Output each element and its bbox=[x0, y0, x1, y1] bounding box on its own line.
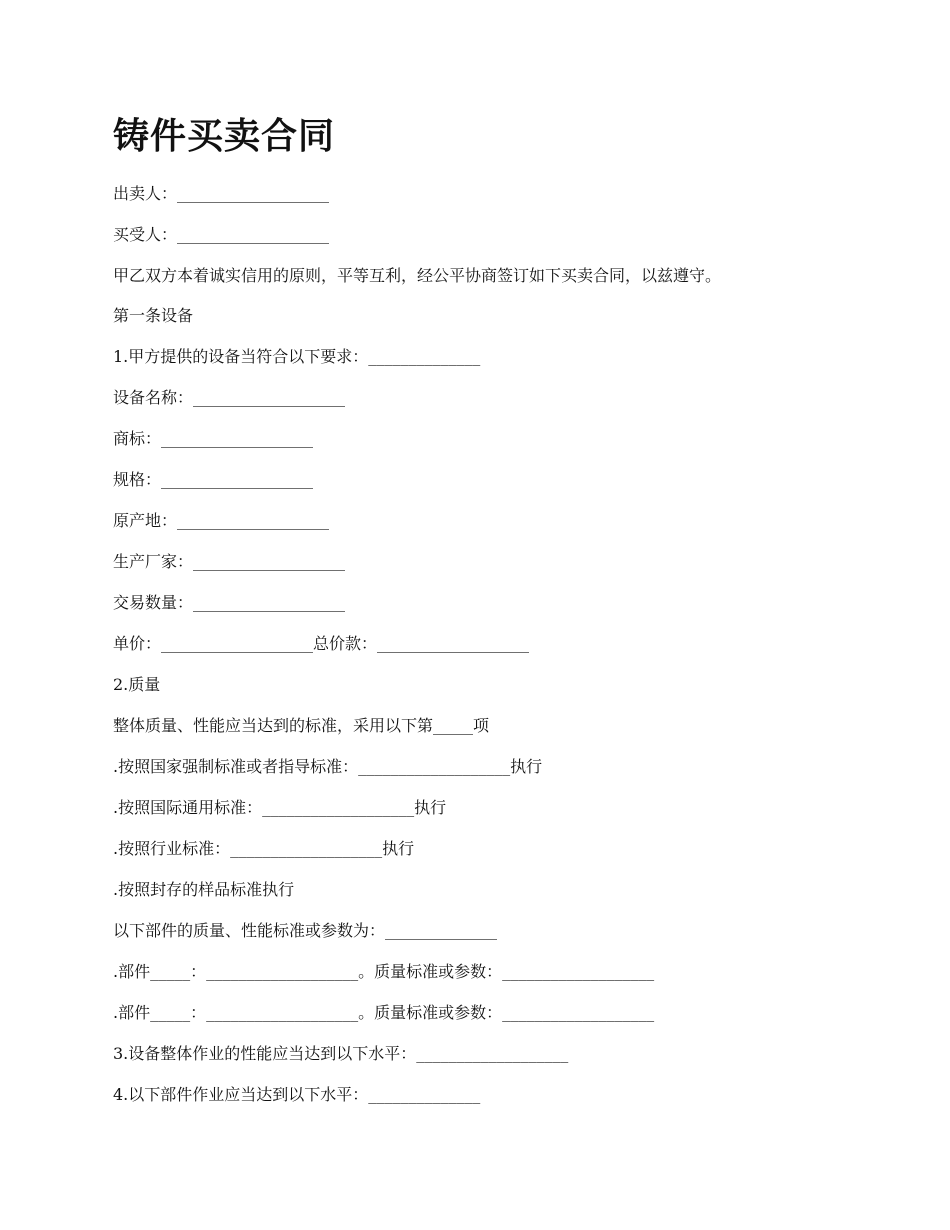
quantity-line: 交易数量：___________________ bbox=[113, 593, 346, 612]
overall-performance-line: 3.设备整体作业的性能应当达到以下水平：___________________ bbox=[113, 1044, 569, 1063]
article-1-heading: 第一条设备 bbox=[113, 306, 194, 325]
sample-standard-line: .按照封存的样品标准执行 bbox=[113, 880, 295, 899]
manufacturer-line: 生产厂家：___________________ bbox=[113, 552, 346, 571]
national-standard-line: .按照国家强制标准或者指导标准：___________________执行 bbox=[113, 757, 543, 776]
component-line: .部件_____：___________________。质量标准或参数：___________________ bbox=[113, 962, 655, 981]
document-title: 铸件买卖合同 bbox=[113, 115, 336, 157]
quality-heading: 2.质量 bbox=[113, 675, 161, 694]
equipment-name-line: 设备名称：___________________ bbox=[113, 388, 346, 407]
buyer-line: 买受人：___________________ bbox=[113, 225, 330, 244]
seller-line: 出卖人：___________________ bbox=[113, 184, 330, 203]
international-standard-line: .按照国际通用标准：___________________执行 bbox=[113, 798, 447, 817]
quality-standard-line: 整体质量、性能应当达到的标准，采用以下第_____项 bbox=[113, 716, 490, 735]
industry-standard-line: .按照行业标准：___________________执行 bbox=[113, 839, 415, 858]
component-quality-line: 以下部件的质量、性能标准或参数为：______________ bbox=[113, 921, 498, 940]
origin-line: 原产地：___________________ bbox=[113, 511, 330, 530]
specification-line: 规格：___________________ bbox=[113, 470, 314, 489]
preamble-paragraph: 甲乙双方本着诚实信用的原则，平等互利，经公平协商签订如下买卖合同，以兹遵守。 bbox=[113, 266, 722, 285]
trademark-line: 商标：___________________ bbox=[113, 429, 314, 448]
price-line: 单价：___________________总价款：___________________ bbox=[113, 634, 530, 653]
component-performance-line: 4.以下部件作业应当达到以下水平：______________ bbox=[113, 1085, 481, 1104]
component-line: .部件_____：___________________。质量标准或参数：___________________ bbox=[113, 1003, 655, 1022]
equipment-requirements-line: 1.甲方提供的设备当符合以下要求：______________ bbox=[113, 347, 481, 366]
